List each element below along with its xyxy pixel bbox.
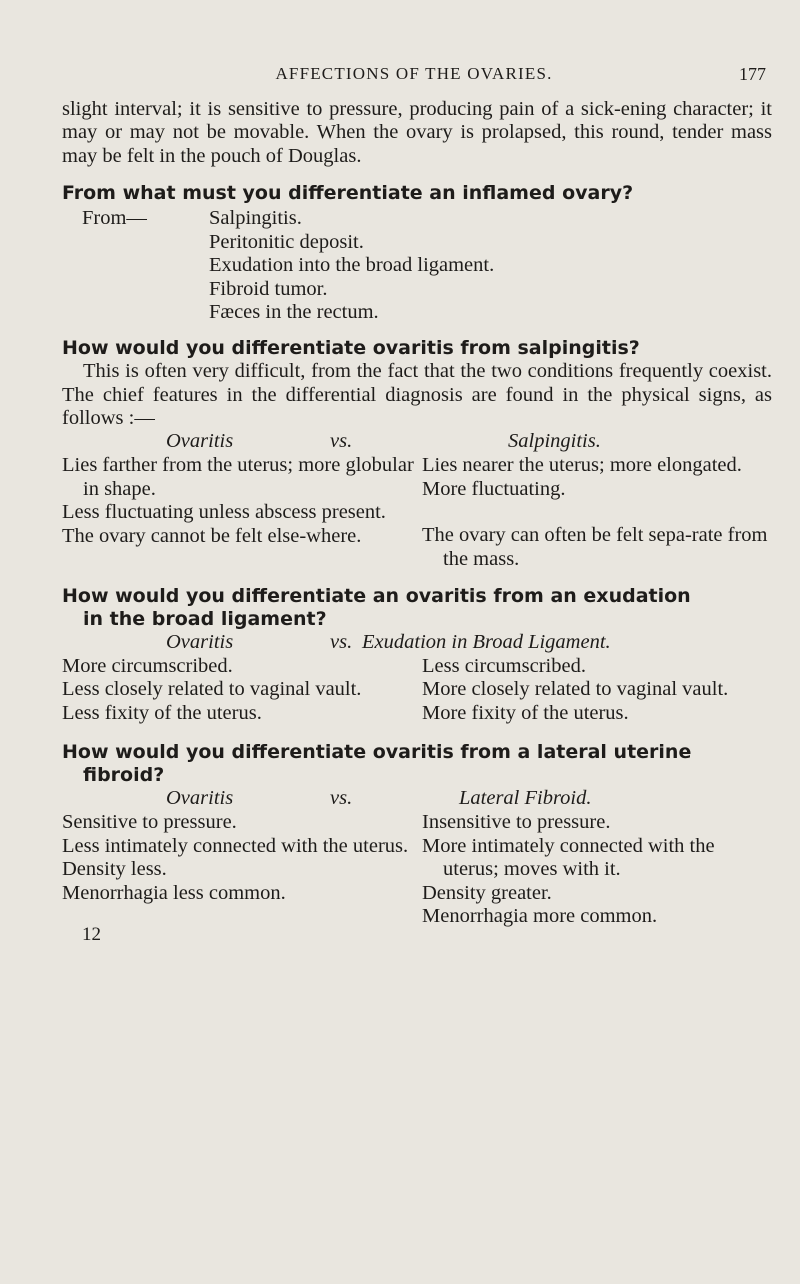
right-column <box>422 454 772 571</box>
list-item: Sensitive to pressure. <box>62 811 237 834</box>
list-item: Fæces in the rectum. <box>209 301 379 324</box>
page-body <box>62 98 772 946</box>
list-item: Less circumscribed. <box>422 655 586 678</box>
question-exudation <box>62 585 772 631</box>
salpingitis-paragraph: This is often very difficult, from the fact that the two conditions frequently coexist. The chief features in the differential diagnosis are found in the physical signs, as follows :— <box>62 360 772 430</box>
left-heading: Ovaritis <box>166 787 234 810</box>
left-heading: Ovaritis <box>166 430 234 453</box>
comparison-salpingitis <box>62 430 772 571</box>
list-item: More fluctuating. <box>422 477 566 500</box>
question-line: in the broad ligament? <box>83 608 327 631</box>
list-item: The ovary cannot be felt else-where. <box>62 524 362 547</box>
from-label: From— <box>82 207 147 230</box>
list-item: More closely related to vaginal vault. <box>422 678 729 701</box>
left-heading: Ovaritis <box>166 631 234 654</box>
from-items <box>209 207 494 325</box>
list-item: Lies farther from the uterus; more globular in shape. <box>62 454 414 500</box>
list-item: Less fluctuating unless abscess present. <box>62 501 386 524</box>
question-inflamed-ovary: From what must you differentiate an inflamed ovary? <box>62 182 634 205</box>
list-item: More fixity of the uterus. <box>422 701 629 724</box>
list-item: Fibroid tumor. <box>209 277 328 300</box>
right-heading: Lateral Fibroid. <box>459 787 592 810</box>
vs-label: vs. <box>330 631 353 654</box>
comparison-exudation <box>62 631 772 725</box>
comparison-fibroid <box>62 787 772 928</box>
comparison-heading <box>62 631 772 655</box>
right-heading: Exudation in Broad Ligament. <box>362 631 611 654</box>
list-item: Less intimately connected with the uterus. <box>62 834 409 857</box>
question-line: How would you differentiate ovaritis from a lateral uterine <box>62 741 692 764</box>
list-item: Lies nearer the uterus; more elongated. <box>422 454 742 477</box>
list-item: More circumscribed. <box>62 655 233 678</box>
vs-label: vs. <box>330 430 353 453</box>
running-header <box>62 64 766 86</box>
question-fibroid <box>62 741 772 787</box>
question-line: How would you differentiate an ovaritis from an exudation <box>62 585 691 608</box>
list-item: Salpingitis. <box>209 207 302 230</box>
question-salpingitis: How would you differentiate ovaritis from salpingitis? <box>62 337 640 360</box>
comparison-heading <box>62 787 772 811</box>
intro-paragraph: slight interval; it is sensitive to pressure, producing pain of a sick-ening character; it may or may not be movable. When the ovary is prolapsed, this round, tender mass may be felt in the pouch of Douglas. <box>62 98 772 167</box>
differential-list <box>62 207 772 325</box>
vs-label: vs. <box>330 787 353 810</box>
left-column <box>62 811 422 928</box>
question-line: fibroid? <box>83 764 165 787</box>
list-item: Menorrhagia more common. <box>422 904 658 927</box>
left-column <box>62 454 422 571</box>
list-item: More intimately connected with the uterus; moves with it. <box>422 834 715 881</box>
comparison-heading <box>62 430 772 454</box>
list-item: Menorrhagia less common. <box>62 881 286 904</box>
list-item: Insensitive to pressure. <box>422 811 611 834</box>
list-item: Less fixity of the uterus. <box>62 701 262 724</box>
signature-mark: 12 <box>82 924 101 946</box>
list-item: Exudation into the broad ligament. <box>209 254 495 277</box>
right-heading: Salpingitis. <box>508 430 601 453</box>
list-item: Less closely related to vaginal vault. <box>62 678 362 701</box>
list-item: The ovary can often be felt sepa-rate from the mass. <box>422 524 768 570</box>
list-item: Peritonitic deposit. <box>209 230 364 253</box>
page-number: 177 <box>739 64 766 84</box>
running-title: AFFECTIONS OF THE OVARIES. <box>275 64 553 83</box>
list-item: Density greater. <box>422 881 552 904</box>
right-column <box>422 811 772 928</box>
left-column <box>62 655 422 725</box>
right-column <box>422 655 772 725</box>
list-item: Density less. <box>62 858 167 881</box>
